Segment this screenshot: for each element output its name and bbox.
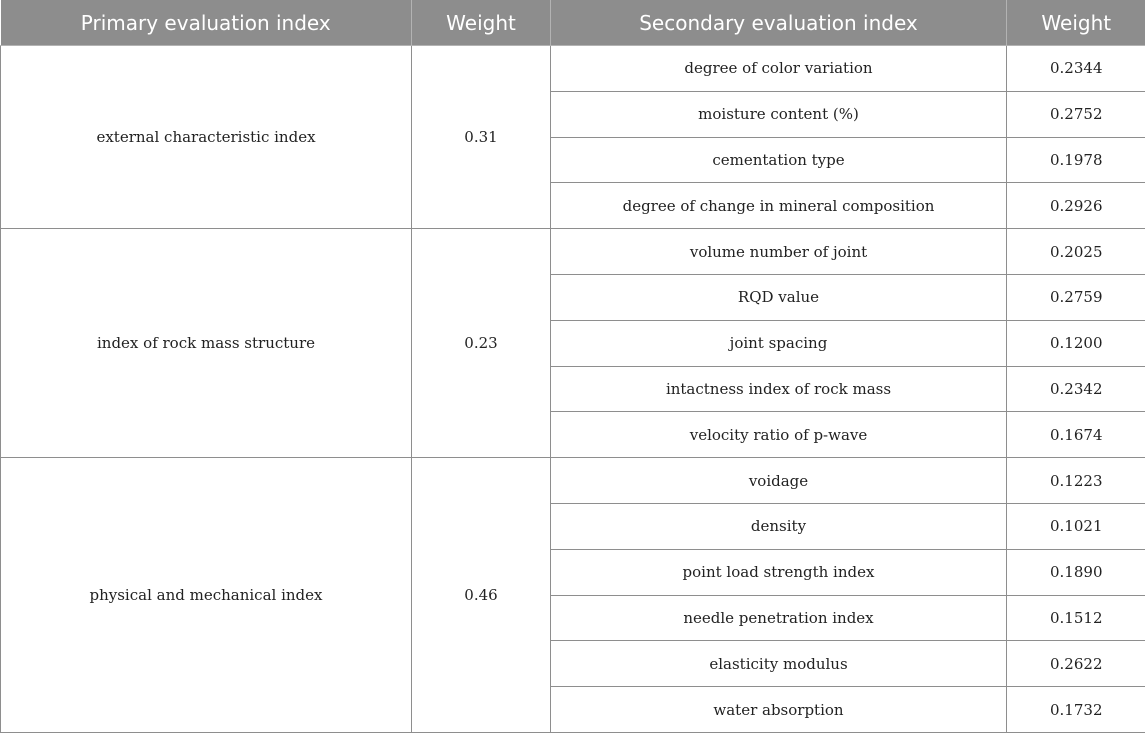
- header-secondary-weight: Weight: [1007, 0, 1145, 46]
- table-body: [1, 46, 1145, 733]
- secondary-weight-cell: 0.1512: [1007, 595, 1145, 641]
- primary-weight-cell: 0.23: [412, 229, 551, 458]
- secondary-weight-cell: 0.1978: [1007, 137, 1145, 183]
- secondary-weight-cell: 0.1223: [1007, 458, 1145, 504]
- primary-index-cell: physical and mechanical index: [1, 458, 412, 733]
- secondary-weight-cell: 0.2926: [1007, 183, 1145, 229]
- table-row: [1, 229, 1145, 275]
- secondary-weight-cell: 0.2752: [1007, 91, 1145, 137]
- secondary-weight-cell: 0.2342: [1007, 366, 1145, 412]
- header-secondary-index: Secondary evaluation index: [551, 0, 1007, 46]
- header-row: [1, 0, 1145, 46]
- secondary-weight-cell: 0.1200: [1007, 320, 1145, 366]
- secondary-weight-cell: 0.2025: [1007, 229, 1145, 275]
- secondary-weight-cell: 0.1890: [1007, 549, 1145, 595]
- primary-index-cell: index of rock mass structure: [1, 229, 412, 458]
- secondary-weight-cell: 0.1732: [1007, 687, 1145, 733]
- secondary-index-cell: intactness index of rock mass: [551, 366, 1007, 412]
- secondary-index-cell: degree of color variation: [551, 46, 1007, 92]
- secondary-index-cell: velocity ratio of p-wave: [551, 412, 1007, 458]
- secondary-index-cell: moisture content (%): [551, 91, 1007, 137]
- secondary-index-cell: voidage: [551, 458, 1007, 504]
- primary-weight-cell: 0.31: [412, 46, 551, 229]
- header-primary-weight: Weight: [412, 0, 551, 46]
- secondary-weight-cell: 0.1021: [1007, 503, 1145, 549]
- secondary-index-cell: point load strength index: [551, 549, 1007, 595]
- table-header: [1, 0, 1145, 46]
- secondary-weight-cell: 0.1674: [1007, 412, 1145, 458]
- secondary-weight-cell: 0.2344: [1007, 46, 1145, 92]
- secondary-index-cell: joint spacing: [551, 320, 1007, 366]
- secondary-weight-cell: 0.2622: [1007, 641, 1145, 687]
- secondary-index-cell: water absorption: [551, 687, 1007, 733]
- secondary-index-cell: needle penetration index: [551, 595, 1007, 641]
- secondary-index-cell: RQD value: [551, 274, 1007, 320]
- header-primary-index: Primary evaluation index: [1, 0, 412, 46]
- primary-index-cell: external characteristic index: [1, 46, 412, 229]
- secondary-weight-cell: 0.2759: [1007, 274, 1145, 320]
- primary-weight-cell: 0.46: [412, 458, 551, 733]
- secondary-index-cell: density: [551, 503, 1007, 549]
- secondary-index-cell: elasticity modulus: [551, 641, 1007, 687]
- table-row: [1, 46, 1145, 92]
- secondary-index-cell: cementation type: [551, 137, 1007, 183]
- secondary-index-cell: degree of change in mineral composition: [551, 183, 1007, 229]
- table-row: [1, 458, 1145, 504]
- secondary-index-cell: volume number of joint: [551, 229, 1007, 275]
